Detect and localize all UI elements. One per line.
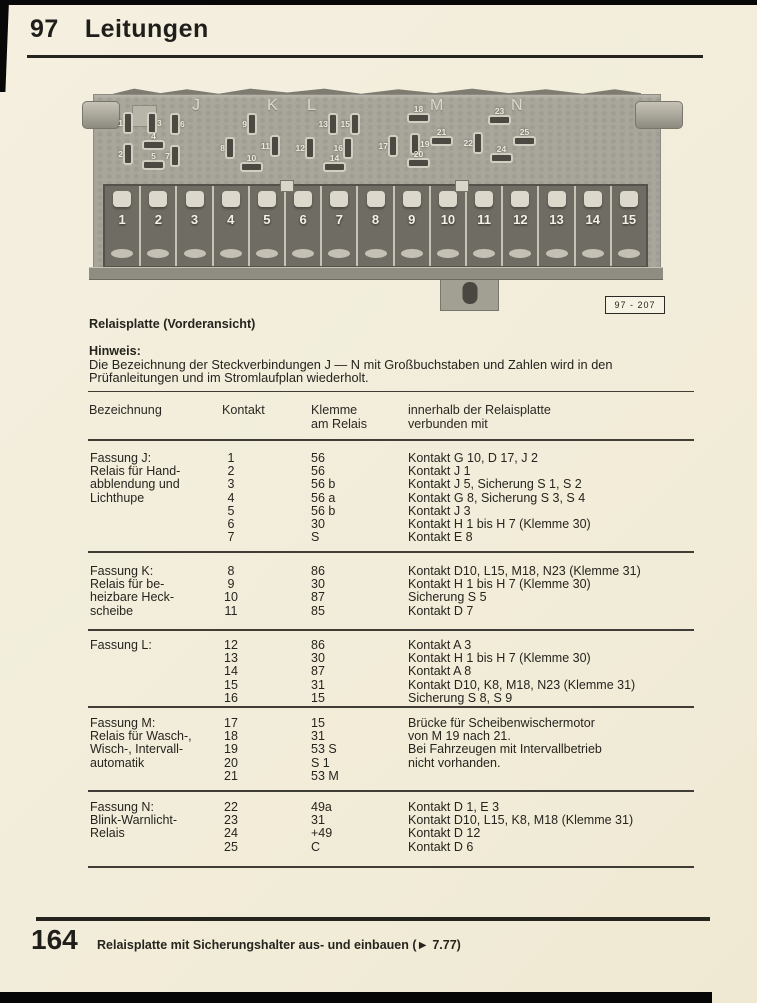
table-rule bbox=[88, 790, 694, 792]
fuse-base bbox=[582, 249, 604, 258]
cell-kontakt: 23 bbox=[224, 813, 238, 827]
contact-number-17: 17 bbox=[378, 141, 388, 151]
cell-verbunden: Kontakt H 1 bis H 7 (Klemme 30) bbox=[408, 577, 591, 591]
fuse-socket-13 bbox=[539, 186, 575, 266]
cell-klemme: 53 M bbox=[311, 769, 339, 783]
section-letter-K: K bbox=[267, 97, 278, 114]
section-letter-J: J bbox=[192, 97, 200, 114]
fuse-number-11: 11 bbox=[477, 212, 491, 227]
fuse-end-cap bbox=[548, 191, 566, 207]
cell-kontakt: 12 bbox=[224, 638, 238, 652]
cell-kontakt: 22 bbox=[224, 800, 238, 814]
cell-verbunden: Kontakt J 5, Sicherung S 1, S 2 bbox=[408, 477, 582, 491]
note-line: Prüfanleitungen und im Stromlaufplan wiederholt. bbox=[89, 370, 369, 385]
cell-kontakt: 8 bbox=[227, 564, 235, 578]
fuse-base bbox=[473, 249, 495, 258]
contact-slot-18 bbox=[407, 104, 430, 123]
section-letter-N: N bbox=[511, 97, 523, 114]
contact-number-12: 12 bbox=[295, 143, 305, 153]
cell-klemme: 30 bbox=[311, 577, 325, 591]
fuse-row bbox=[103, 184, 648, 268]
cell-kontakt: 2 bbox=[227, 464, 235, 478]
cell-kontakt: 4 bbox=[227, 491, 235, 505]
cell-verbunden: Kontakt G 8, Sicherung S 3, S 4 bbox=[408, 491, 586, 505]
fuse-number-14: 14 bbox=[585, 212, 600, 227]
fuse-number-8: 8 bbox=[371, 212, 380, 227]
cell-klemme: 31 bbox=[311, 813, 325, 827]
contact-slot-13 bbox=[318, 113, 338, 135]
contact-slot-23 bbox=[488, 106, 511, 125]
fuse-base bbox=[328, 249, 350, 258]
cell-verbunden: Brücke für Scheibenwischermotor bbox=[408, 716, 595, 730]
contact-slot-12 bbox=[295, 137, 315, 159]
cell-kontakt: 25 bbox=[224, 840, 238, 854]
contact-slot-15 bbox=[340, 113, 360, 135]
table-rule bbox=[88, 439, 694, 441]
fuse-socket-4 bbox=[214, 186, 250, 266]
group-name-line: Wisch-, Intervall- bbox=[90, 742, 184, 756]
cell-verbunden: Kontakt A 8 bbox=[408, 664, 472, 678]
fuse-end-cap bbox=[439, 191, 457, 207]
cell-klemme: 31 bbox=[311, 729, 325, 743]
group-name-line: Fassung N: bbox=[90, 800, 154, 814]
cell-klemme: 30 bbox=[311, 651, 325, 665]
fuse-end-cap bbox=[620, 191, 638, 207]
cell-klemme: C bbox=[311, 840, 321, 854]
cell-kontakt: 13 bbox=[224, 651, 238, 665]
cell-verbunden: Sicherung S 5 bbox=[408, 590, 487, 604]
fuse-number-3: 3 bbox=[190, 212, 199, 227]
contact-slot-7 bbox=[165, 145, 180, 167]
cell-klemme: S 1 bbox=[311, 756, 330, 770]
cell-kontakt: 20 bbox=[224, 756, 238, 770]
cell-klemme: 86 bbox=[311, 564, 325, 578]
cell-klemme: 15 bbox=[311, 691, 325, 705]
group-name-line: Relais für Wasch-, bbox=[90, 729, 192, 743]
cell-kontakt: 5 bbox=[227, 504, 235, 518]
cell-kontakt: 1 bbox=[227, 451, 235, 465]
contact-slot-2 bbox=[118, 143, 133, 165]
group-name-line: Fassung K: bbox=[90, 564, 154, 578]
fuse-socket-15 bbox=[612, 186, 646, 266]
cell-verbunden: Kontakt G 10, D 17, J 2 bbox=[408, 451, 538, 465]
contact-slot-1 bbox=[118, 112, 133, 134]
group-name-line: heizbare Heck- bbox=[90, 590, 175, 604]
cell-verbunden: nicht vorhanden. bbox=[408, 756, 501, 770]
fuse-number-6: 6 bbox=[299, 212, 307, 227]
cell-verbunden: Kontakt D10, K8, M18, N23 (Klemme 31) bbox=[408, 678, 636, 692]
group-name-line: Fassung M: bbox=[90, 716, 156, 730]
fuse-number-1: 1 bbox=[118, 212, 126, 227]
fuse-base bbox=[220, 249, 242, 258]
section-letter-M: M bbox=[430, 97, 444, 114]
cell-kontakt: 10 bbox=[224, 590, 238, 604]
cell-klemme: 56 a bbox=[311, 491, 336, 505]
cell-klemme: 87 bbox=[311, 664, 325, 678]
cell-verbunden: Sicherung S 8, S 9 bbox=[408, 691, 513, 705]
col-header-verbunden-line1: innerhalb der Relaisplatte bbox=[408, 403, 551, 417]
cell-kontakt: 21 bbox=[224, 769, 238, 783]
fuse-number-4: 4 bbox=[227, 212, 235, 227]
cell-verbunden: Kontakt H 1 bis H 7 (Klemme 30) bbox=[408, 651, 591, 665]
section-letter-L: L bbox=[307, 97, 316, 114]
plate-clip bbox=[280, 180, 294, 192]
fuse-end-cap bbox=[367, 191, 385, 207]
fuse-base bbox=[437, 249, 459, 258]
fuse-socket-12 bbox=[503, 186, 539, 266]
cell-klemme: 53 S bbox=[311, 742, 337, 756]
fuse-end-cap bbox=[294, 191, 312, 207]
fuse-number-9: 9 bbox=[408, 212, 416, 227]
cell-klemme: 56 b bbox=[311, 477, 336, 491]
group-name-line: Relais bbox=[90, 826, 125, 840]
fuse-end-cap bbox=[258, 191, 276, 207]
fuse-base bbox=[618, 249, 640, 258]
fuse-number-2: 2 bbox=[154, 212, 162, 227]
cell-kontakt: 15 bbox=[224, 678, 238, 692]
chapter-heading bbox=[30, 15, 209, 44]
cell-kontakt: 24 bbox=[224, 826, 238, 840]
cell-verbunden: Kontakt E 8 bbox=[408, 530, 473, 544]
cell-verbunden: Kontakt A 3 bbox=[408, 638, 472, 652]
cell-klemme: S bbox=[311, 530, 320, 544]
contact-number-10: 10 bbox=[246, 153, 257, 163]
contact-number-16: 16 bbox=[333, 143, 343, 153]
fuse-socket-3 bbox=[177, 186, 213, 266]
note-title: Hinweis: bbox=[89, 344, 141, 358]
cell-kontakt: 18 bbox=[224, 729, 238, 743]
footer-caption: Relaisplatte mit Sicherungshalter aus- und einbauen (► 7.77) bbox=[97, 938, 461, 952]
fuse-end-cap bbox=[113, 191, 131, 207]
contact-number-4: 4 bbox=[151, 131, 156, 141]
fuse-end-cap bbox=[330, 191, 348, 207]
contact-number-5: 5 bbox=[151, 151, 156, 161]
cell-kontakt: 14 bbox=[224, 664, 238, 678]
col-header-klemme-line2: am Relais bbox=[311, 416, 367, 431]
fuse-socket-1 bbox=[105, 186, 141, 266]
cell-verbunden: von M 19 nach 21. bbox=[408, 729, 511, 743]
contact-slot-17 bbox=[378, 135, 398, 157]
table-rule bbox=[88, 866, 694, 868]
note-line: Die Bezeichnung der Steckverbindungen J — N mit Großbuchstaben und Zahlen wird in den bbox=[89, 357, 613, 372]
contact-slot-6 bbox=[170, 113, 185, 135]
group-name-line: abblendung und bbox=[90, 477, 180, 491]
contact-number-7: 7 bbox=[165, 151, 170, 161]
scan-bar-bottom bbox=[0, 992, 712, 1003]
cell-klemme: 31 bbox=[311, 678, 325, 692]
cell-klemme: 15 bbox=[311, 716, 325, 730]
fuse-socket-11 bbox=[467, 186, 503, 266]
table-rule bbox=[88, 629, 694, 631]
contact-slot-24 bbox=[490, 144, 513, 163]
group-name-line: Blink-Warnlicht- bbox=[90, 813, 178, 827]
contact-number-24: 24 bbox=[496, 144, 507, 154]
fuse-end-cap bbox=[222, 191, 240, 207]
contact-number-11: 11 bbox=[261, 141, 270, 151]
fuse-end-cap bbox=[186, 191, 204, 207]
contact-slot-11 bbox=[261, 135, 280, 157]
group-name-line: Lichthupe bbox=[90, 491, 145, 505]
title-rule bbox=[27, 55, 703, 58]
cell-klemme: 56 b bbox=[311, 504, 336, 518]
contact-number-14: 14 bbox=[329, 153, 340, 163]
fuse-socket-9 bbox=[395, 186, 431, 266]
col-header-klemme-line1: Klemme bbox=[311, 403, 358, 417]
contact-number-13: 13 bbox=[318, 119, 328, 129]
col-header-klemme bbox=[311, 404, 367, 431]
fuse-socket-8 bbox=[358, 186, 394, 266]
cell-kontakt: 7 bbox=[227, 530, 235, 544]
contact-slot-21 bbox=[430, 127, 453, 146]
fuse-socket-7 bbox=[322, 186, 358, 266]
plate-clip bbox=[455, 180, 469, 192]
cell-verbunden: Kontakt D 1, E 3 bbox=[408, 800, 500, 814]
fuse-base bbox=[184, 249, 206, 258]
table-rule bbox=[88, 551, 694, 553]
chapter-number: 97 bbox=[30, 15, 59, 43]
fuse-base bbox=[365, 249, 387, 258]
fuse-number-12: 12 bbox=[513, 212, 528, 227]
cell-verbunden: Kontakt J 1 bbox=[408, 464, 471, 478]
table-rule bbox=[88, 706, 694, 708]
cell-verbunden: Bei Fahrzeugen mit Intervallbetrieb bbox=[408, 742, 602, 756]
cell-klemme: 87 bbox=[311, 590, 325, 604]
group-name-line: Relais für Hand- bbox=[90, 464, 181, 478]
cell-klemme: 49a bbox=[311, 800, 332, 814]
contact-slot-20 bbox=[407, 149, 430, 168]
group-name-line: scheibe bbox=[90, 604, 134, 618]
fuse-base bbox=[147, 249, 169, 258]
fuse-socket-10 bbox=[431, 186, 467, 266]
fuse-base bbox=[256, 249, 278, 258]
fuse-end-cap bbox=[584, 191, 602, 207]
contact-slot-4 bbox=[142, 131, 165, 150]
contact-number-2: 2 bbox=[118, 149, 123, 159]
contact-slot-8 bbox=[220, 137, 235, 159]
cell-klemme: +49 bbox=[311, 826, 333, 840]
chapter-title: Leitungen bbox=[84, 15, 209, 43]
contact-slot-14 bbox=[323, 153, 346, 172]
cell-klemme: 86 bbox=[311, 638, 325, 652]
fuse-number-10: 10 bbox=[440, 212, 456, 227]
fuse-base bbox=[292, 249, 314, 258]
group-name-line: Relais für be- bbox=[90, 577, 165, 591]
fuse-number-13: 13 bbox=[549, 212, 564, 227]
relay-plate-photo bbox=[85, 84, 685, 318]
contact-slot-25 bbox=[513, 127, 536, 146]
contact-number-6: 6 bbox=[180, 119, 185, 129]
cell-kontakt: 19 bbox=[224, 742, 238, 756]
contact-number-15: 15 bbox=[340, 119, 350, 129]
contact-slot-5 bbox=[142, 151, 165, 170]
footer-rule bbox=[36, 917, 710, 921]
contact-slot-22 bbox=[463, 132, 483, 154]
contact-number-22: 22 bbox=[463, 138, 473, 148]
cell-kontakt: 17 bbox=[224, 716, 238, 730]
cell-klemme: 56 bbox=[311, 464, 325, 478]
fuse-socket-2 bbox=[141, 186, 177, 266]
contact-number-25: 25 bbox=[519, 127, 530, 137]
fuse-end-cap bbox=[475, 191, 493, 207]
fuse-number-7: 7 bbox=[335, 212, 343, 227]
group-name-line: Fassung L: bbox=[90, 638, 152, 652]
table-rule bbox=[88, 391, 694, 392]
fuse-number-5: 5 bbox=[263, 212, 271, 227]
group-name-line: automatik bbox=[90, 756, 145, 770]
figure-caption: Relaisplatte (Vorderansicht) bbox=[89, 317, 256, 331]
scan-edge-top bbox=[0, 0, 757, 5]
contact-number-19: 19 bbox=[420, 139, 430, 149]
fuse-number-15: 15 bbox=[621, 212, 637, 227]
cell-klemme: 56 bbox=[311, 451, 325, 465]
contact-number-20: 20 bbox=[413, 149, 424, 159]
contact-slot-10 bbox=[240, 153, 263, 172]
cell-klemme: 85 bbox=[311, 604, 325, 618]
fuse-end-cap bbox=[511, 191, 529, 207]
cell-verbunden: Kontakt H 1 bis H 7 (Klemme 30) bbox=[408, 517, 591, 531]
cell-kontakt: 16 bbox=[224, 691, 238, 705]
fuse-base bbox=[111, 249, 133, 258]
cell-verbunden: Kontakt D10, L15, M18, N23 (Klemme 31) bbox=[408, 564, 641, 578]
contact-number-23: 23 bbox=[494, 106, 505, 116]
col-header-verbunden bbox=[408, 404, 551, 431]
cell-verbunden: Kontakt D 7 bbox=[408, 604, 474, 618]
contact-number-3: 3 bbox=[157, 118, 162, 128]
cell-klemme: 30 bbox=[311, 517, 325, 531]
fuse-socket-14 bbox=[576, 186, 612, 266]
fuse-end-cap bbox=[149, 191, 167, 207]
col-header-kontakt: Kontakt bbox=[222, 403, 265, 417]
contact-slot-16 bbox=[333, 137, 353, 159]
fuse-socket-6 bbox=[286, 186, 322, 266]
col-header-verbunden-line2: verbunden mit bbox=[408, 416, 488, 431]
contact-number-21: 21 bbox=[436, 127, 447, 137]
contact-number-9: 9 bbox=[242, 119, 247, 129]
group-name-line: Fassung J: bbox=[90, 451, 152, 465]
page-number: 164 bbox=[31, 924, 78, 955]
scan-edge-left bbox=[0, 0, 9, 92]
contact-number-8: 8 bbox=[220, 143, 225, 153]
contact-number-18: 18 bbox=[413, 104, 424, 114]
fuse-base bbox=[509, 249, 531, 258]
contact-number-1: 1 bbox=[118, 118, 123, 128]
figure-ref-label: 97 - 207 bbox=[605, 296, 665, 314]
fuse-socket-5 bbox=[250, 186, 286, 266]
plate-bottom-rail bbox=[89, 267, 663, 280]
cell-verbunden: Kontakt D 12 bbox=[408, 826, 481, 840]
col-header-bezeichnung: Bezeichnung bbox=[89, 403, 162, 417]
fuse-end-cap bbox=[403, 191, 421, 207]
cell-verbunden: Kontakt D 6 bbox=[408, 840, 474, 854]
cell-verbunden: Kontakt J 3 bbox=[408, 504, 471, 518]
cell-kontakt: 9 bbox=[227, 577, 235, 591]
fuse-base bbox=[546, 249, 568, 258]
contact-slot-9 bbox=[242, 113, 257, 135]
cell-verbunden: Kontakt D10, L15, K8, M18 (Klemme 31) bbox=[408, 813, 634, 827]
cell-kontakt: 11 bbox=[224, 604, 238, 618]
cell-kontakt: 6 bbox=[227, 517, 235, 531]
cell-kontakt: 3 bbox=[227, 477, 235, 491]
fuse-base bbox=[401, 249, 423, 258]
